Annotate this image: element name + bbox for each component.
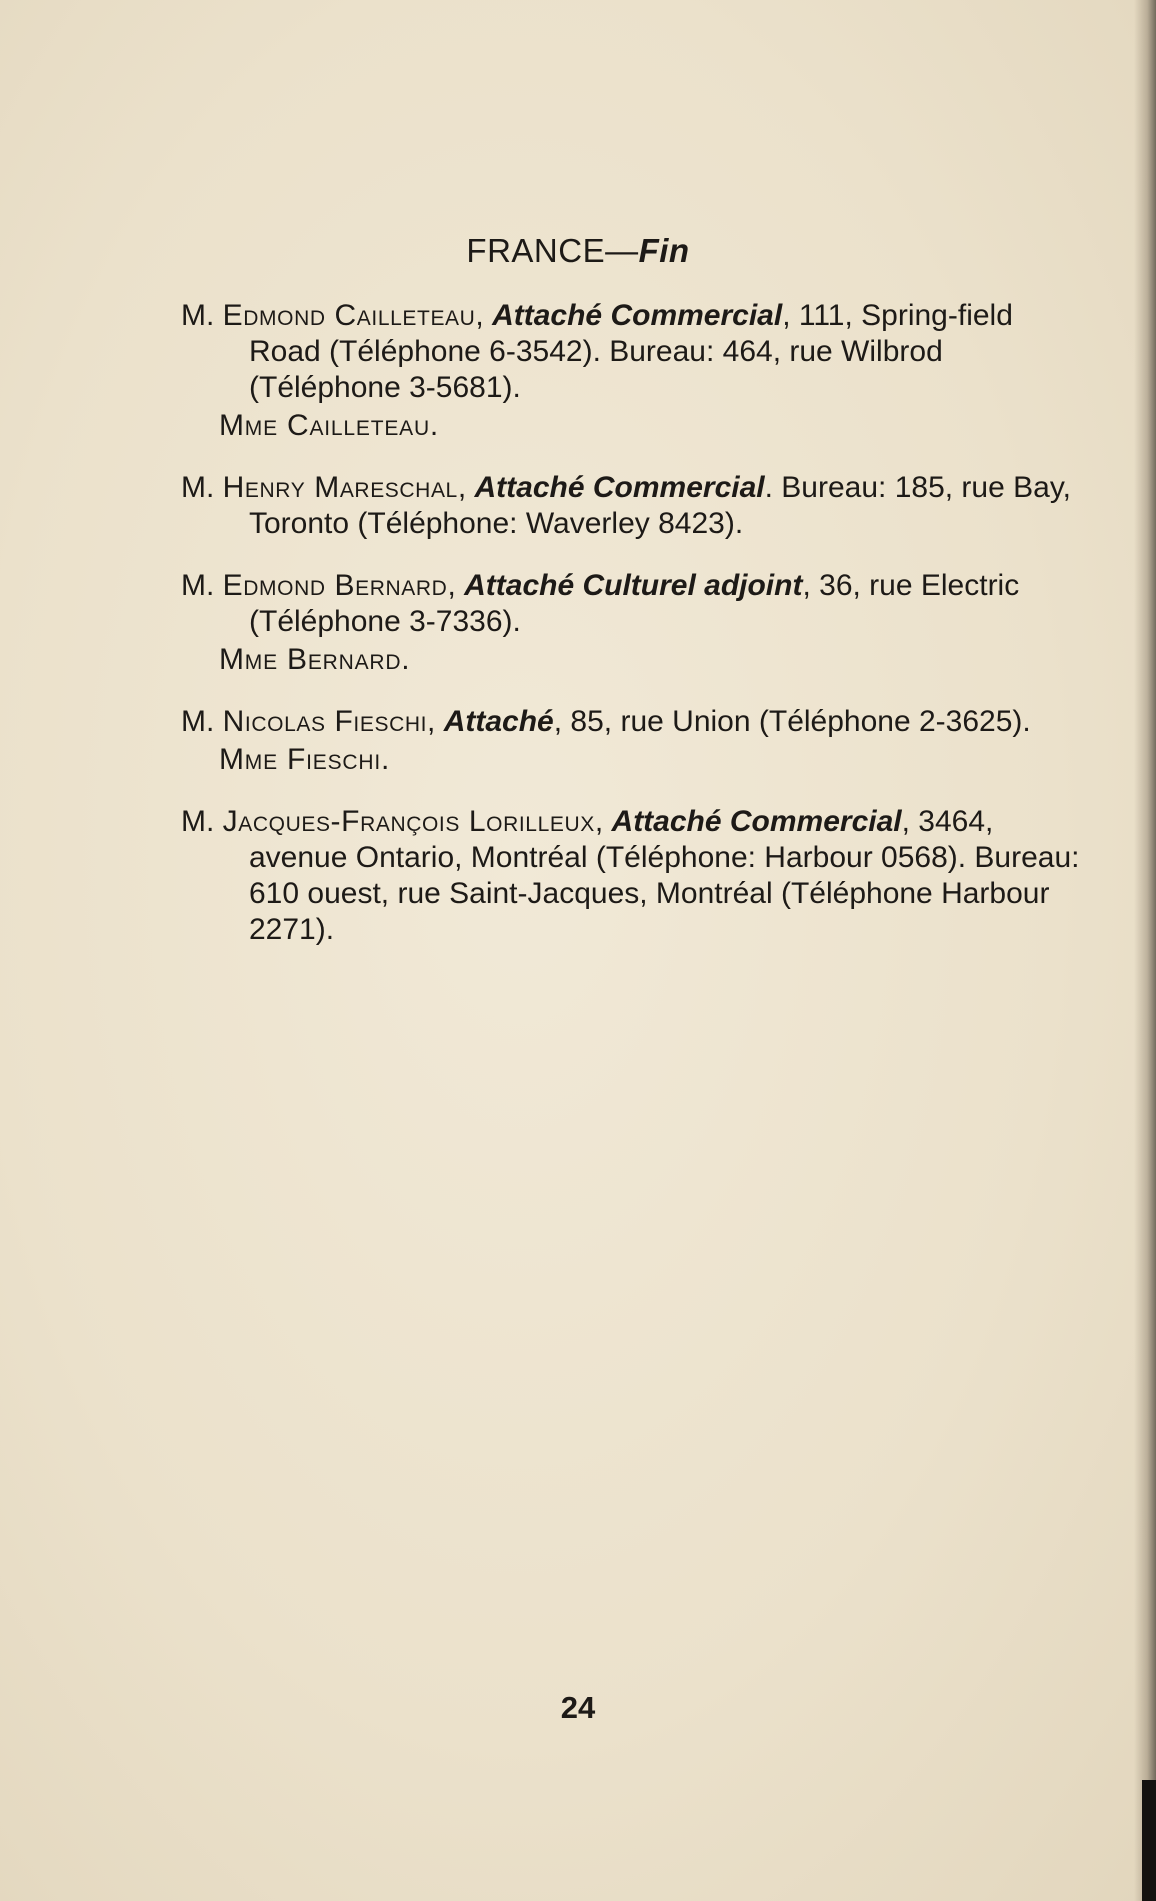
entry-title: Attaché Culturel adjoint [464, 569, 803, 602]
page-spine-shadow [1134, 0, 1156, 1901]
entry-prefix: M. [181, 299, 215, 332]
entry-sep: , [427, 705, 444, 738]
page-number: 24 [560, 1690, 596, 1725]
entry-spouse: Mme Fieschi. [219, 743, 391, 776]
heading-country: FRANCE [466, 232, 606, 269]
directory-entries [181, 298, 1081, 974]
directory-entry [181, 568, 1081, 678]
entry-spouse: Mme Bernard. [219, 643, 411, 676]
entry-sep: , [594, 805, 612, 838]
entry-title: Attaché Commercial [611, 805, 902, 838]
heading-dash: — [605, 232, 639, 269]
entry-name: Edmond Cailleteau [222, 299, 476, 332]
entry-name: Edmond Bernard [222, 569, 448, 602]
entry-details: , 36, rue Electric (Téléphone 3-7336). [249, 569, 1020, 638]
page-edge-dark [1142, 1780, 1156, 1901]
entry-sep: , [475, 299, 493, 332]
entry-details: , 85, rue Union (Téléphone 2-3625). [553, 705, 1031, 738]
entry-name: Henry Mareschal [222, 471, 458, 504]
entry-spouse: Mme Cailleteau. [219, 409, 440, 442]
entry-prefix: M. [181, 705, 215, 738]
entry-title: Attaché Commercial [474, 471, 765, 504]
entry-title: Attaché [443, 705, 554, 738]
entry-title: Attaché Commercial [492, 299, 783, 332]
entry-details: , 3464, avenue Ontario, Montréal (Téléphone: Harbour 0568). Bureau: 610 ouest, rue Saint-Jacques, Montréal (Téléphone Harbour 2271). [249, 805, 1080, 946]
directory-entry [181, 804, 1081, 948]
directory-entry [181, 470, 1081, 542]
entry-details: , 111, Spring-field Road (Téléphone 6-3542). Bureau: 464, rue Wilbrod (Téléphone 3-5681). [249, 299, 1013, 404]
directory-entry [181, 298, 1081, 444]
entry-prefix: M. [181, 569, 215, 602]
entry-prefix: M. [181, 471, 215, 504]
entry-name: Jacques-François Lorilleux [222, 805, 595, 838]
entry-details: . Bureau: 185, rue Bay, Toronto (Téléphone: Waverley 8423). [249, 471, 1071, 540]
directory-entry [181, 704, 1081, 778]
entry-prefix: M. [181, 805, 215, 838]
entry-sep: , [447, 569, 465, 602]
entry-name: Nicolas Fieschi [222, 705, 428, 738]
heading-suffix: Fin [638, 232, 690, 269]
page-heading [0, 232, 1156, 270]
entry-sep: , [457, 471, 475, 504]
